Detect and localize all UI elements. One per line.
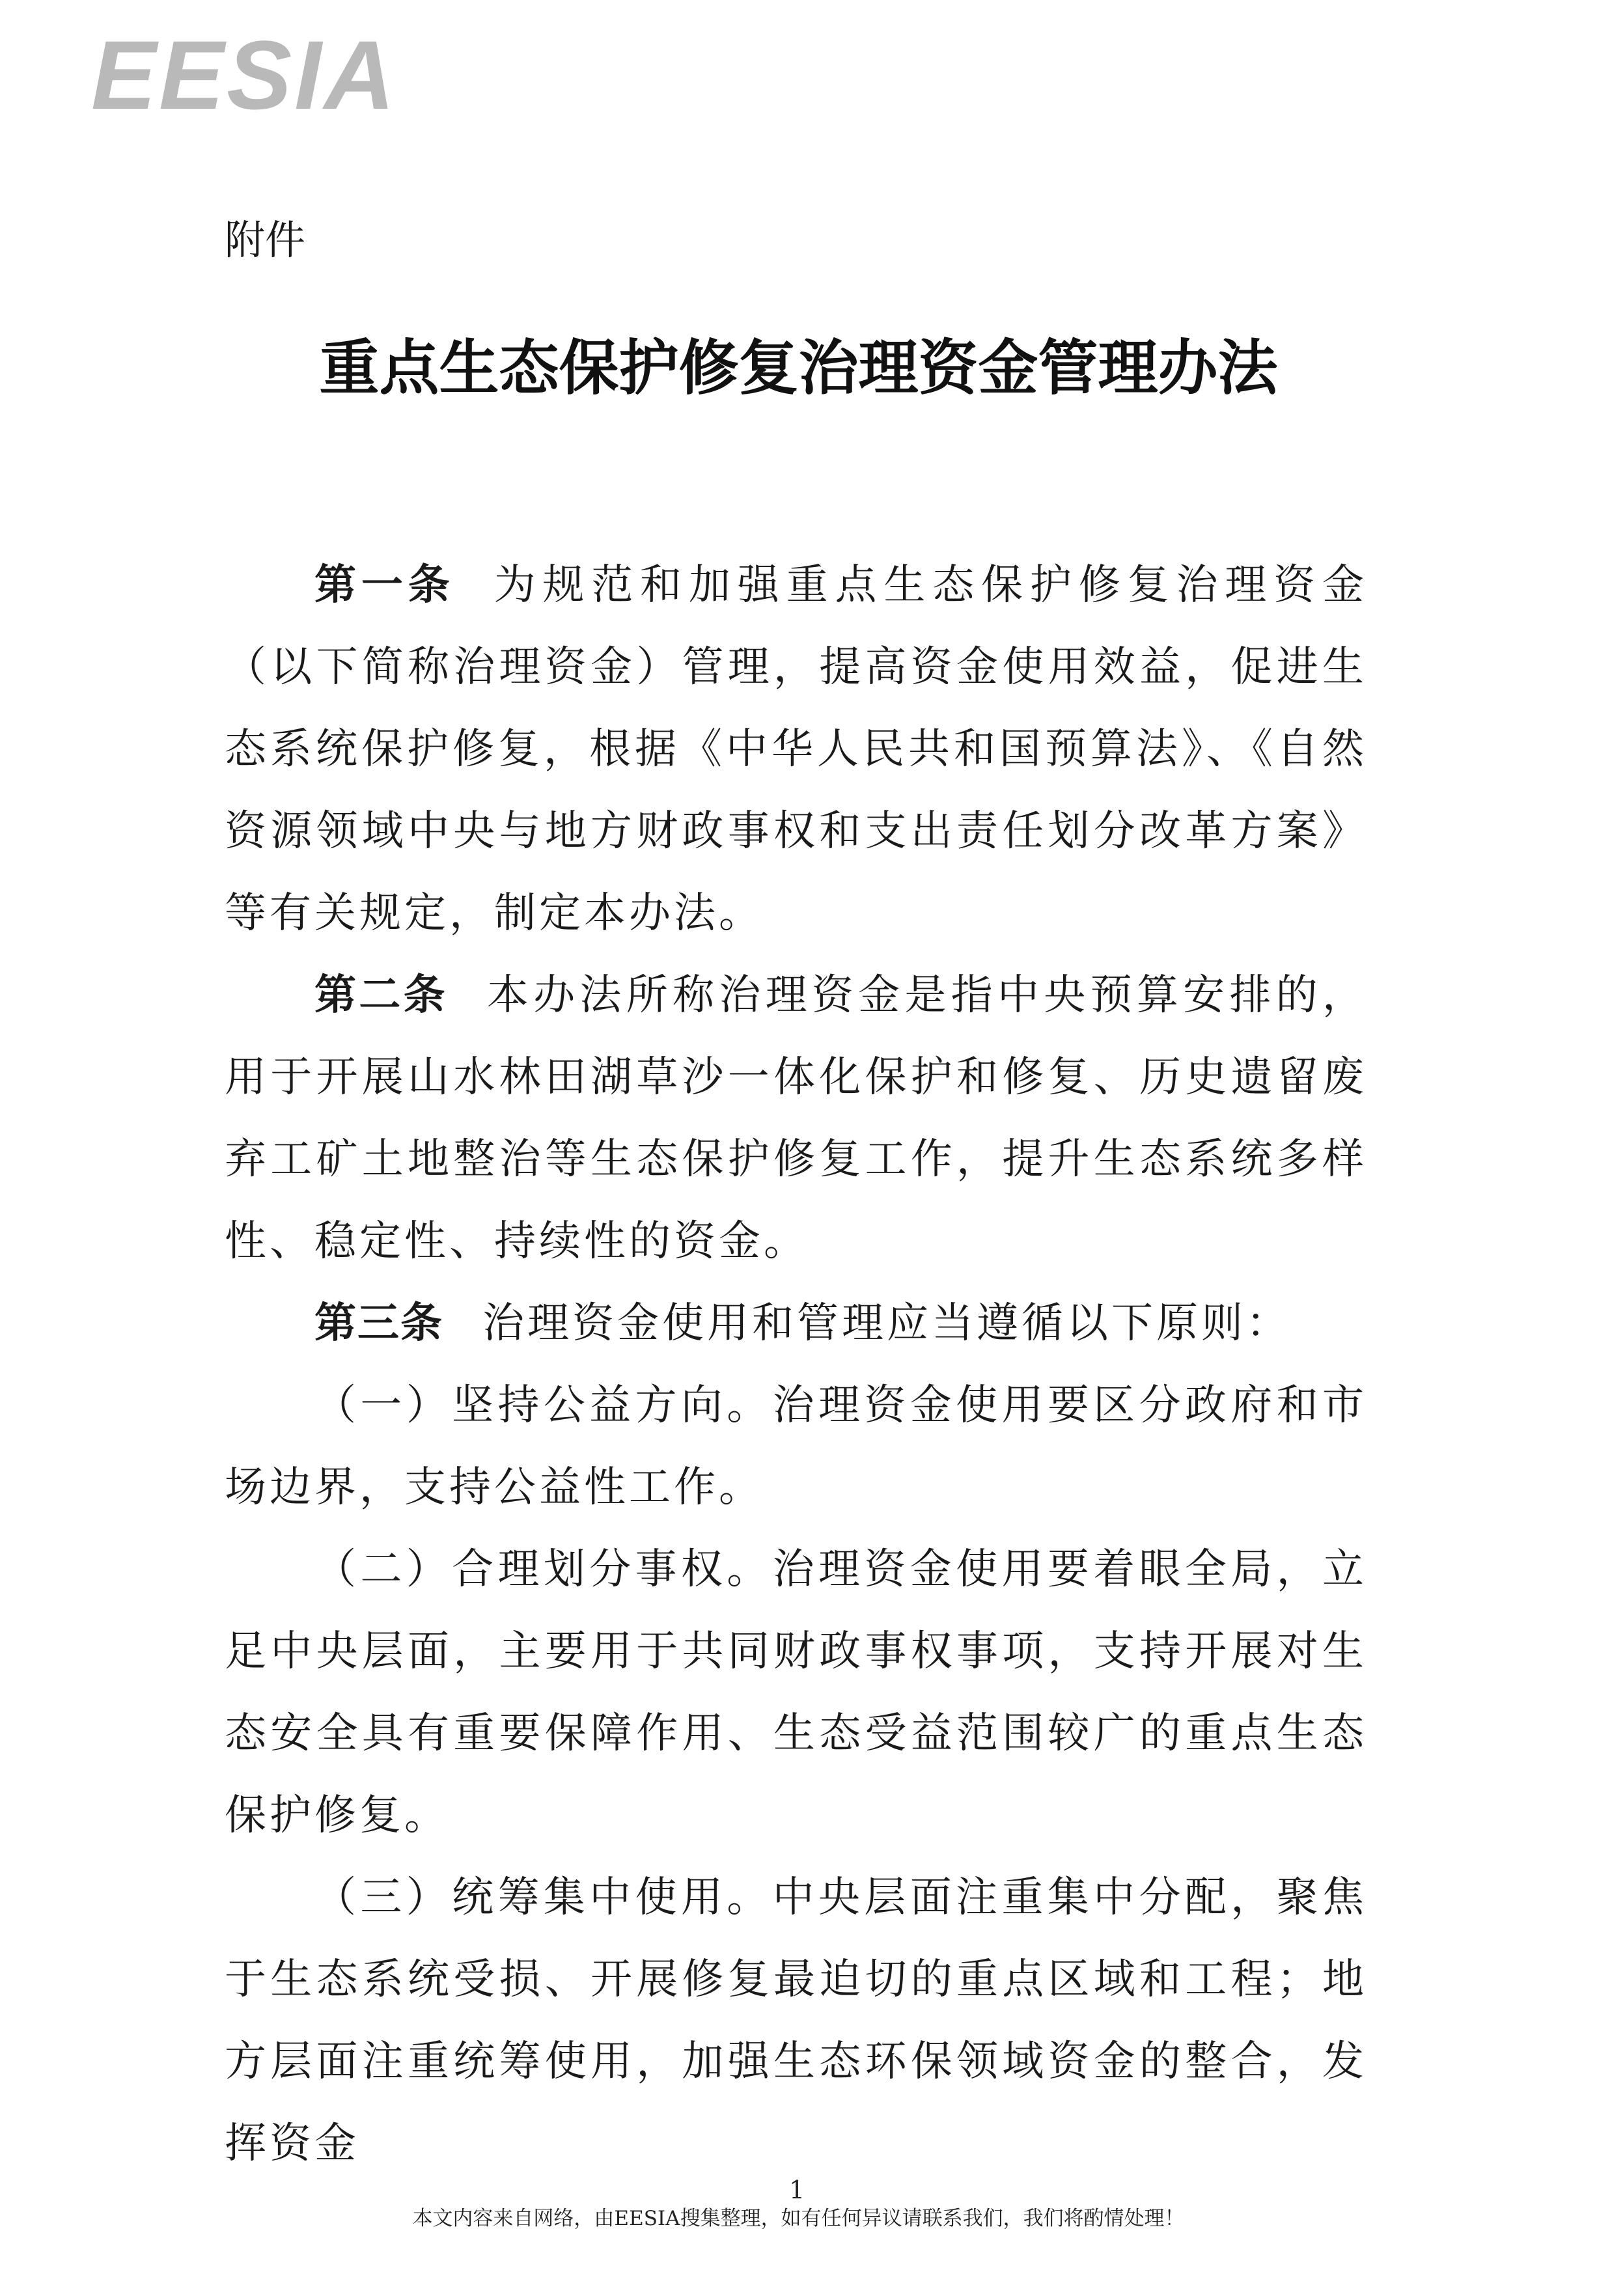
principle-2: （二）合理划分事权。治理资金使用要着眼全局，立足中央层面，主要用于共同财政事权事项，支持开展对生态安全具有重要保障作用、生态受益范围较广的重点生态保护修复。	[225, 1545, 1367, 1840]
page-number: 1	[789, 2176, 805, 2204]
eesia-watermark-logo: EESIA	[91, 20, 398, 130]
article-3	[225, 1282, 1367, 1364]
document-body	[225, 544, 1367, 2185]
principle-3: （三）统筹集中使用。中央层面注重集中分配，聚焦于生态系统受损、开展修复最迫切的重点区域和工程；地方层面注重统筹使用，加强生态环保领域资金的整合，发挥资金	[225, 1874, 1367, 2168]
article-text: 治理资金使用和管理应当遵循以下原则：	[482, 1299, 1291, 1348]
document-title: 重点生态保护修复治理资金管理办法	[319, 333, 1278, 403]
article-1	[225, 544, 1367, 954]
article-number: 第二条	[314, 971, 448, 1019]
annex-label: 附件	[225, 216, 306, 264]
article-2	[225, 954, 1367, 1282]
article-text: 本办法所称治理资金是指中央预算安排的，用于开展山水林田湖草沙一体化保护和修复、历史遗留废弃工矿土地整治等生态保护修复工作，提升生态系统多样性、稳定性、持续性的资金。	[225, 971, 1368, 1266]
principle-1: （一）坚持公益方向。治理资金使用要区分政府和市场边界，支持公益性工作。	[225, 1381, 1367, 1512]
article-text: 为规范和加强重点生态保护修复治理资金（以下简称治理资金）管理，提高资金使用效益，促进生态系统保护修复，根据《中华人民共和国预算法》、《自然资源领域中央与地方财政事权和支出责任划分改革方案》等有关规定，制定本办法。	[225, 561, 1368, 937]
article-number: 第三条	[314, 1299, 443, 1348]
footer-note: 本文内容来自网络，由EESIA搜集整理，如有任何异议请联系我们，我们将酌情处理！	[412, 2207, 1185, 2230]
article-number: 第一条	[314, 561, 455, 609]
